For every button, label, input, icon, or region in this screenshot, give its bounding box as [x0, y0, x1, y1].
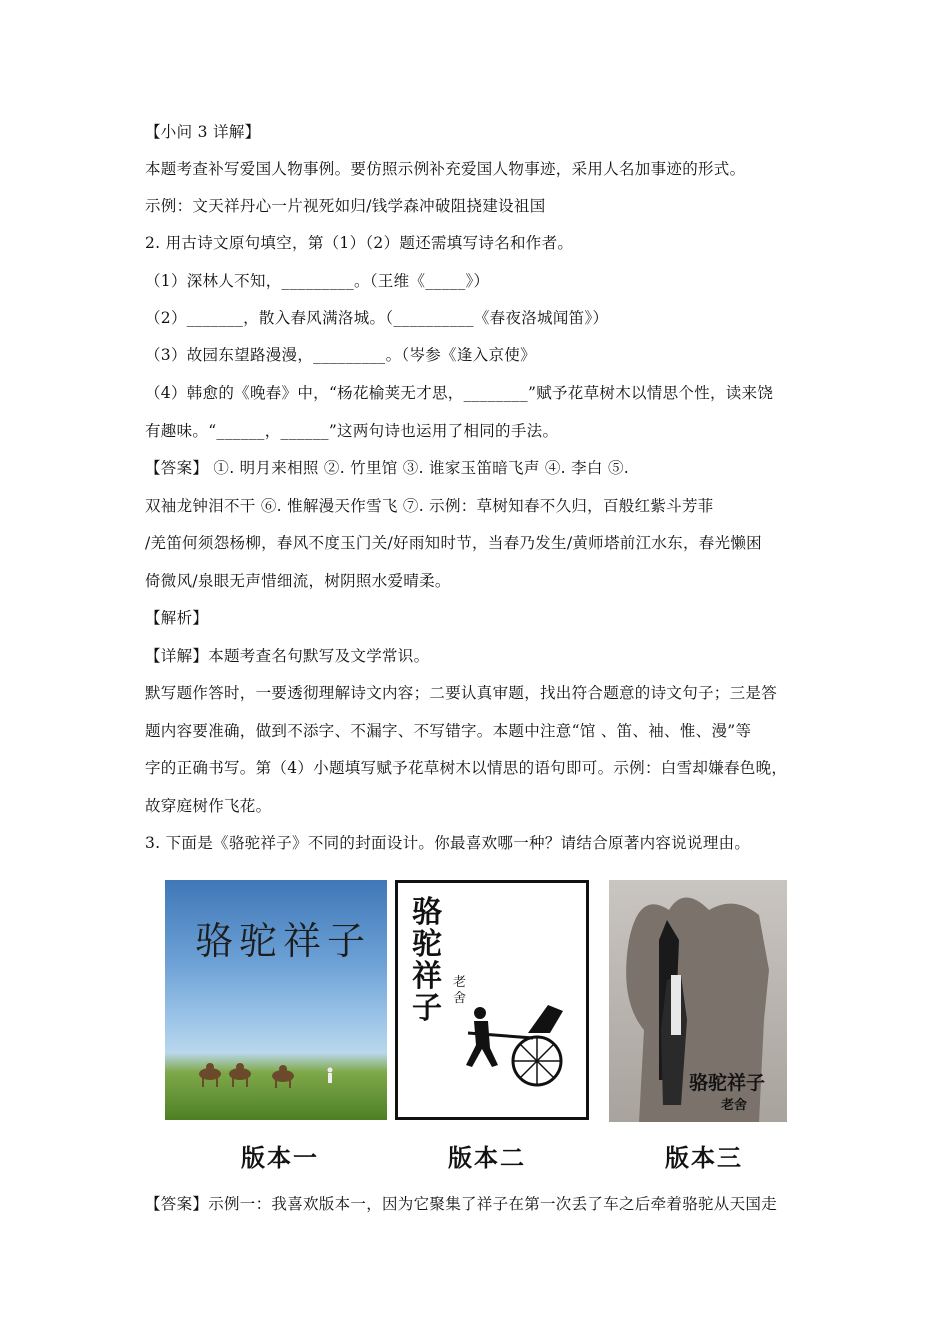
camel-caravan-icon	[165, 880, 387, 1120]
cover-title: 骆驼祥子	[689, 1072, 766, 1094]
analysis-heading: 【解析】	[145, 609, 209, 627]
answer-line: 倚微风/泉眼无声惜细流，树阴照水爱晴柔。	[145, 572, 451, 590]
question-2-item-4: （4）韩愈的《晚春》中，“杨花榆荚无才思，________”赋予花草树木以情思个性，读来饶	[145, 384, 774, 402]
text-line: 默写题作答时，一要透彻理解诗文内容；二要认真审题，找出符合题意的诗文句子；三是答	[145, 684, 778, 702]
cover-author: 老舍	[721, 1098, 748, 1113]
answer-line: 双袖龙钟泪不干 ⑥. 惟解漫天作雪飞 ⑦. 示例：草树知春不久归，百般红紫斗芳菲	[145, 497, 714, 515]
caption-version-2: 版本二	[448, 1144, 526, 1172]
caption-version-3: 版本三	[665, 1144, 743, 1172]
answer-line: 【答案】 ①. 明月来相照 ②. 竹里馆 ③. 谁家玉笛暗飞声 ④. 李白 ⑤.	[145, 459, 629, 477]
question-3-prompt: 3. 下面是《骆驼祥子》不同的封面设计。你最喜欢哪一种？请结合原著内容说说理由。	[145, 834, 751, 852]
sub-question-3-heading: 【小问 3 详解】	[145, 123, 261, 141]
text-line: 题内容要准确，做到不添字、不漏字、不写错字。本题中注意“馆 、笛、袖、惟、漫”等	[145, 722, 752, 740]
rickshaw-icon	[398, 883, 586, 1117]
detail-heading: 【详解】本题考查名句默写及文学常识。	[145, 647, 430, 665]
cover-title: 骆驼祥子	[195, 919, 372, 963]
answer-line: 【答案】示例一：我喜欢版本一，因为它聚集了祥子在第一次丢了车之后牵着骆驼从天国走	[145, 1195, 778, 1213]
cover-author: 老舍	[453, 975, 467, 1006]
text-line: 字的正确书写。第（4）小题填写赋予花草树木以情思的语句即可。示例：白雪却嫌春色晚，	[145, 759, 788, 777]
answer-line: /羌笛何须怨杨柳，春风不度玉门关/好雨知时节，当春乃发生/黄师塔前江水东，春光懒困	[145, 534, 762, 552]
cover-version-1	[165, 880, 387, 1120]
question-2-item-2: （2）_______，散入春风满洛城。（__________《春夜洛城闻笛》）	[145, 309, 609, 327]
text-line: 有趣味。“______，______”这两句诗也运用了相同的手法。	[145, 422, 559, 440]
cover-version-2	[395, 880, 589, 1120]
book-covers-figure	[165, 880, 785, 1180]
text-line: 故穿庭树作飞花。	[145, 797, 272, 815]
question-2-prompt: 2. 用古诗文原句填空，第（1）（2）题还需填写诗名和作者。	[145, 234, 574, 252]
text-line: 本题考查补写爱国人物事例。要仿照示例补充爱国人物事迹，采用人名加事迹的形式。	[145, 160, 746, 178]
question-2-item-1: （1）深林人不知，_________。（王维《_____》）	[145, 272, 490, 290]
text-line: 示例：文天祥丹心一片视死如归/钱学森冲破阻挠建设祖国	[145, 197, 546, 215]
caption-version-1: 版本一	[241, 1144, 319, 1172]
cover-version-3	[609, 880, 787, 1122]
cover-title: 骆驼祥子	[412, 895, 442, 1026]
question-2-item-3: （3）故园东望路漫漫，_________。（岑参《逢入京使》	[145, 346, 536, 364]
